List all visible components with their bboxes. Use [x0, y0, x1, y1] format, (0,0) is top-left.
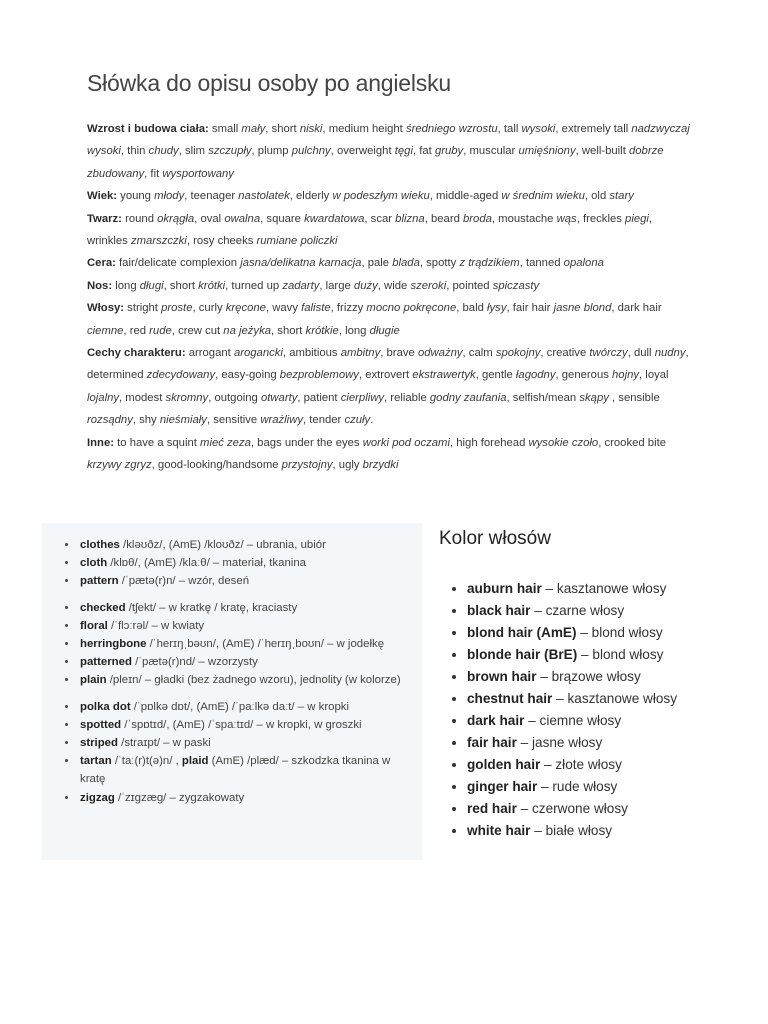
clothes-definition: /pleɪn/ – gładki (bez żadnego wzoru), jednolity (w kolorze) — [106, 674, 401, 687]
vocab-english: , bags under the eyes — [250, 436, 363, 449]
vocab-english: , dull — [627, 347, 655, 360]
vocab-english: , fit — [144, 167, 163, 180]
vocab-translation: w podeszłym wieku — [332, 190, 430, 203]
vocab-translation: zadarty — [282, 279, 320, 292]
clothes-definition: /ˈzɪɡzæɡ/ – zygzakowaty — [114, 791, 245, 804]
hair-color-meaning: – brązowe włosy — [536, 669, 641, 684]
vocab-translation: spiczasty — [492, 279, 540, 292]
vocab-translation: jasna/delikatna karnacja — [240, 257, 362, 270]
clothes-term: cloth — [80, 557, 108, 570]
hair-color-item — [467, 732, 739, 754]
hair-color-term: blond hair (AmE) — [467, 625, 577, 640]
clothes-item — [78, 599, 418, 617]
hair-color-meaning: – blond włosy — [577, 647, 664, 662]
hair-color-item — [467, 644, 739, 666]
hair-color-item — [467, 710, 739, 732]
vocab-translation: rozsądny — [87, 414, 133, 427]
vocab-translation: niski — [299, 123, 323, 135]
clothes-item — [78, 716, 418, 734]
clothes-definition: /klɒθ/, (AmE) /klaːθ/ – materiał, tkanina — [107, 557, 306, 570]
vocab-paragraph — [87, 342, 693, 432]
vocab-english: , overweight — [330, 145, 395, 158]
vocab-english: , wrinkles — [87, 212, 653, 248]
vocab-translation: worki pod oczami — [362, 436, 450, 449]
vocab-translation: gruby — [434, 145, 464, 158]
vocab-english: , square — [260, 212, 305, 225]
vocab-english: , loyal — [639, 369, 669, 382]
vocab-english: , pointed — [446, 279, 493, 292]
vocab-translation: długi — [139, 279, 164, 292]
vocab-english: , old — [584, 190, 610, 203]
vocab-translation: młody — [154, 190, 185, 203]
vocab-translation: otwarty — [260, 391, 298, 404]
vocab-translation: czuły — [344, 414, 371, 427]
hair-color-term: brown hair — [467, 669, 537, 684]
hair-color-term: white hair — [467, 823, 531, 838]
vocab-english: , ambitious — [282, 347, 341, 360]
vocab-translation: spokojny — [495, 347, 541, 360]
vocab-english: , good-looking/handsome — [151, 459, 282, 472]
vocab-translation: szeroki — [410, 279, 447, 292]
clothes-definition: /tʃekt/ – w kratkę / kratę, kraciasty — [125, 601, 298, 614]
vocab-english: , beard — [424, 212, 463, 225]
hair-color-term: fair hair — [467, 735, 517, 750]
vocab-translation: rumiane policzki — [256, 235, 338, 248]
hair-color-item — [467, 688, 739, 710]
clothes-term: plain — [80, 674, 107, 687]
vocab-english: , tender — [303, 414, 345, 427]
vocab-english: , middle-aged — [429, 190, 502, 203]
vocab-translation: okrągła — [157, 212, 195, 225]
vocab-translation: wysportowany — [162, 167, 234, 180]
clothes-term: checked — [80, 601, 126, 614]
vocab-paragraph — [87, 118, 693, 185]
vocab-english: , short — [271, 324, 306, 337]
vocab-translation: godny zaufania — [429, 391, 507, 404]
vocab-english: , bald — [456, 302, 488, 315]
vocab-translation: krótkie — [305, 324, 339, 337]
vocab-translation: piegi — [625, 212, 649, 225]
hair-color-meaning: – blond włosy — [576, 625, 663, 640]
vocab-paragraph — [87, 432, 693, 477]
vocab-category-label: Cechy charakteru: — [87, 347, 186, 360]
vocab-translation: chudy — [148, 145, 179, 158]
clothes-definition: /straɪpt/ – w paski — [117, 737, 211, 750]
hair-color-meaning: – jasne włosy — [516, 735, 603, 750]
vocab-english: , long — [338, 324, 370, 337]
vocab-english: , spotty — [419, 257, 460, 270]
hair-color-meaning: – kasztanowe włosy — [541, 581, 667, 596]
vocab-english: , short — [265, 123, 300, 135]
clothes-item — [78, 572, 418, 590]
vocab-english: young — [117, 190, 155, 203]
clothes-term: tartan — [80, 755, 112, 768]
vocab-english: , tall — [497, 123, 522, 135]
vocab-english: , outgoing — [208, 391, 261, 404]
clothes-definition: /ˈtaː(r)t(ə)n/ , — [111, 755, 182, 768]
vocab-translation: nieśmiały — [159, 414, 207, 427]
vocab-translation: wąs — [556, 212, 577, 225]
vocab-english: , sensible — [608, 391, 660, 404]
hair-color-item — [467, 820, 739, 842]
vocab-english: , calm — [462, 347, 496, 360]
hair-color-term: dark hair — [467, 713, 525, 728]
hair-color-section — [439, 528, 739, 842]
clothes-item — [78, 617, 418, 635]
hair-color-meaning: – złote włosy — [540, 757, 622, 772]
vocab-paragraph — [87, 275, 693, 297]
vocab-translation: średniego wzrostu — [405, 123, 498, 135]
clothes-term: striped — [80, 737, 118, 750]
vocab-english: , fair hair — [506, 302, 554, 315]
vocab-translation: wysoki — [521, 123, 556, 135]
vocab-english: , wide — [377, 279, 411, 292]
vocab-english: , ugly — [332, 459, 363, 472]
vocab-category-label: Wiek: — [87, 190, 118, 203]
hair-color-item — [467, 600, 739, 622]
clothes-definition: /kləʊðz/, (AmE) /kloʊðz/ – ubrania, ubiór — [119, 539, 326, 551]
vocab-category-label: Inne: — [87, 436, 114, 449]
vocab-english: , dark hair — [611, 302, 662, 315]
vocab-english: , reliable — [384, 391, 430, 404]
vocab-english: stright — [124, 302, 162, 315]
vocab-translation: wysokie czoło — [528, 436, 599, 449]
vocab-translation: w średnim wieku — [501, 190, 585, 203]
vocab-english: small — [208, 123, 242, 135]
vocab-translation: stary — [609, 190, 634, 203]
vocab-english: fair/delicate complexion — [115, 257, 241, 270]
vocab-english: , crooked bite — [598, 436, 667, 449]
vocab-translation: mocno pokręcone — [366, 302, 457, 315]
vocab-english: , patient — [297, 391, 341, 404]
vocab-translation: krzywy zgryz — [87, 459, 152, 472]
clothes-term: zigzag — [80, 791, 115, 804]
hair-color-term: golden hair — [467, 757, 541, 772]
vocab-translation: skąpy — [579, 391, 609, 404]
vocab-translation: blizna — [395, 212, 425, 225]
vocab-english: , rosy cheeks — [186, 235, 257, 248]
vocab-english: , crew cut — [171, 324, 224, 337]
hair-color-list — [439, 578, 739, 842]
vocab-category-label: Cera: — [87, 257, 116, 270]
vocab-english: , generous — [555, 369, 613, 382]
clothes-item — [78, 671, 418, 689]
vocab-english: , muscular — [463, 145, 519, 158]
vocab-english: , freckles — [576, 212, 626, 225]
vocab-translation: nadzwyczaj wysoki — [87, 123, 690, 158]
vocab-translation: arogancki — [233, 347, 283, 360]
vocab-english: , red — [123, 324, 150, 337]
vocab-translation: faliste — [301, 302, 331, 315]
vocab-translation: broda — [463, 212, 492, 225]
vocab-translation: łagodny — [515, 369, 556, 382]
vocab-translation: kwardatowa — [304, 212, 365, 225]
hair-color-meaning: – ciemne włosy — [524, 713, 622, 728]
vocab-category-label: Twarz: — [87, 212, 122, 225]
hair-color-meaning: – rude włosy — [537, 779, 618, 794]
vocab-paragraph — [87, 297, 693, 342]
vocab-english: , short — [163, 279, 199, 292]
vocab-english: , fat — [412, 145, 435, 158]
vocab-translation: mały — [241, 123, 266, 135]
hair-color-meaning: – czarne włosy — [530, 603, 625, 618]
clothes-item — [78, 653, 418, 671]
vocab-translation: brzydki — [362, 459, 399, 472]
vocab-english: , scar — [364, 212, 396, 225]
vocab-translation: ambitny — [340, 347, 381, 360]
vocab-english: , selfish/mean — [506, 391, 580, 404]
vocab-translation: cierpliwy — [340, 391, 385, 404]
hair-color-term: ginger hair — [467, 779, 538, 794]
clothes-term: herringbone — [80, 638, 147, 651]
vocab-english: , large — [319, 279, 354, 292]
vocab-english: , oval — [194, 212, 225, 225]
vocab-translation: ciemne — [87, 324, 124, 337]
hair-color-term: blonde hair (BrE) — [467, 647, 578, 662]
vocab-translation: opalona — [563, 257, 604, 270]
hair-color-item — [467, 754, 739, 776]
vocab-english: , tanned — [519, 257, 564, 270]
vocab-english: round — [121, 212, 158, 225]
clothes-term: pattern — [80, 575, 119, 588]
clothes-definition: /ˈflɔːrəl/ – w kwiaty — [107, 619, 205, 632]
vocab-english: , wavy — [265, 302, 302, 315]
vocab-english: , modest — [119, 391, 166, 404]
clothes-definition: (AmE) /plæd/ – szkodzka tkanina w kratę — [80, 755, 391, 786]
vocab-english: , teenager — [184, 190, 239, 203]
vocab-translation: pulchny — [291, 145, 331, 158]
vocabulary-paragraphs — [87, 118, 693, 477]
vocab-english: , elderly — [289, 190, 333, 203]
vocab-english: , well-built — [575, 145, 629, 158]
vocab-translation: krótki — [198, 279, 226, 292]
clothes-definition: /ˈherɪŋˌbəʊn/, (AmE) /ˈherɪŋˌboʊn/ – w jodełkę — [146, 638, 385, 651]
hair-color-meaning: – białe włosy — [530, 823, 613, 838]
hair-color-item — [467, 666, 739, 688]
vocab-translation: zdecydowany — [146, 369, 216, 382]
vocab-translation: wrażliwy — [260, 414, 303, 427]
clothes-term: clothes — [80, 539, 120, 551]
vocab-english: , plump — [251, 145, 292, 158]
clothes-term: floral — [80, 619, 108, 632]
vocab-english: , extrovert — [358, 369, 413, 382]
vocab-translation: łysy — [487, 302, 507, 315]
hair-color-heading: Kolor włosów — [439, 528, 551, 549]
vocab-translation: przystojny — [281, 459, 333, 472]
clothes-item — [78, 554, 418, 572]
clothes-item — [78, 698, 418, 716]
hair-color-item — [467, 578, 739, 600]
vocab-english: , medium height — [322, 123, 406, 135]
vocab-english: arrogant — [185, 347, 234, 360]
vocab-english: , sensitive — [206, 414, 261, 427]
hair-color-term: auburn hair — [467, 581, 542, 596]
vocab-translation: lojalny — [87, 391, 120, 404]
vocab-english: , creative — [540, 347, 590, 360]
vocab-translation: szczupły — [208, 145, 252, 158]
vocab-translation: nudny — [654, 347, 686, 360]
vocab-english: to have a squint — [114, 436, 201, 449]
hair-color-item — [467, 776, 739, 798]
vocab-translation: zmarszczki — [130, 235, 187, 248]
vocab-english: , easy-going — [215, 369, 280, 382]
vocab-translation: hojny — [612, 369, 640, 382]
vocab-translation: twórczy — [589, 347, 628, 360]
vocab-paragraph — [87, 185, 693, 207]
vocab-translation: kręcone — [225, 302, 266, 315]
clothes-item — [78, 789, 418, 807]
vocab-translation: mieć zeza — [200, 436, 251, 449]
vocab-category-label: Wzrost i budowa ciała: — [87, 123, 209, 135]
vocab-translation: skromny — [165, 391, 209, 404]
clothes-term: plaid — [181, 755, 209, 768]
clothes-term: patterned — [80, 656, 132, 669]
vocab-translation: rude — [149, 324, 172, 337]
hair-color-item — [467, 798, 739, 820]
vocabulary-section — [87, 70, 693, 477]
clothes-item — [78, 752, 418, 788]
vocab-translation: bezproblemowy — [279, 369, 359, 382]
vocab-translation: z trądzikiem — [459, 257, 520, 270]
vocab-english: , shy — [132, 414, 160, 427]
vocab-english: , slim — [178, 145, 209, 158]
clothes-term: polka dot — [80, 700, 131, 713]
vocab-english: , frizzy — [330, 302, 367, 315]
clothes-definition: /ˈpɒlkə dɒt/, (AmE) /ˈpaːlkə daːt/ – w kropki — [130, 700, 350, 713]
clothes-term: spotted — [80, 718, 122, 731]
vocab-english: , determined — [87, 347, 689, 382]
clothes-list — [42, 536, 418, 807]
vocab-translation: umięśniony — [518, 145, 576, 158]
clothes-item — [78, 536, 418, 554]
page-title: Słówka do opisu osoby po angielsku — [87, 70, 451, 96]
vocab-english: , turned up — [225, 279, 283, 292]
vocab-translation: dobrze zbudowany — [87, 145, 664, 180]
vocab-translation: tęgi — [394, 145, 413, 158]
vocab-translation: proste — [161, 302, 193, 315]
clothes-patterns-box — [42, 523, 422, 860]
vocab-english: long — [112, 279, 140, 292]
vocab-translation: ekstrawertyk — [412, 369, 476, 382]
vocab-translation: długie — [369, 324, 400, 337]
clothes-item — [78, 734, 418, 752]
vocab-category-label: Nos: — [87, 279, 113, 292]
vocab-paragraph — [87, 252, 693, 274]
clothes-definition: /ˈpætə(r)nd/ – wzorzysty — [131, 656, 258, 669]
vocab-english: , gentle — [475, 369, 516, 382]
vocab-english: . — [370, 414, 374, 427]
hair-color-item — [467, 622, 739, 644]
clothes-item — [78, 635, 418, 653]
vocab-translation: na jeżyka — [223, 324, 272, 337]
vocab-english: , extremely tall — [555, 123, 632, 135]
vocab-english: , high forehead — [449, 436, 529, 449]
vocab-translation: blada — [392, 257, 420, 270]
hair-color-term: red hair — [467, 801, 517, 816]
vocab-translation: owalna — [224, 212, 261, 225]
vocab-translation: jasne blond — [553, 302, 612, 315]
clothes-definition: /ˈpætə(r)n/ – wzór, deseń — [118, 575, 250, 588]
vocab-paragraph — [87, 208, 693, 253]
hair-color-term: black hair — [467, 603, 531, 618]
vocab-english: , pale — [361, 257, 393, 270]
hair-color-meaning: – czerwone włosy — [516, 801, 628, 816]
hair-color-term: chestnut hair — [467, 691, 553, 706]
vocab-category-label: Włosy: — [87, 302, 125, 315]
vocab-english: , thin — [120, 145, 149, 158]
vocab-english: , brave — [380, 347, 418, 360]
vocab-translation: odważny — [417, 347, 463, 360]
vocab-english: , curly — [192, 302, 226, 315]
clothes-definition: /ˈspɒtɪd/, (AmE) /ˈspaːtɪd/ – w kropki, w groszki — [121, 718, 362, 731]
vocab-english: , moustache — [491, 212, 557, 225]
vocab-translation: nastolatek — [238, 190, 290, 203]
vocab-translation: duży — [353, 279, 378, 292]
hair-color-meaning: – kasztanowe włosy — [552, 691, 678, 706]
